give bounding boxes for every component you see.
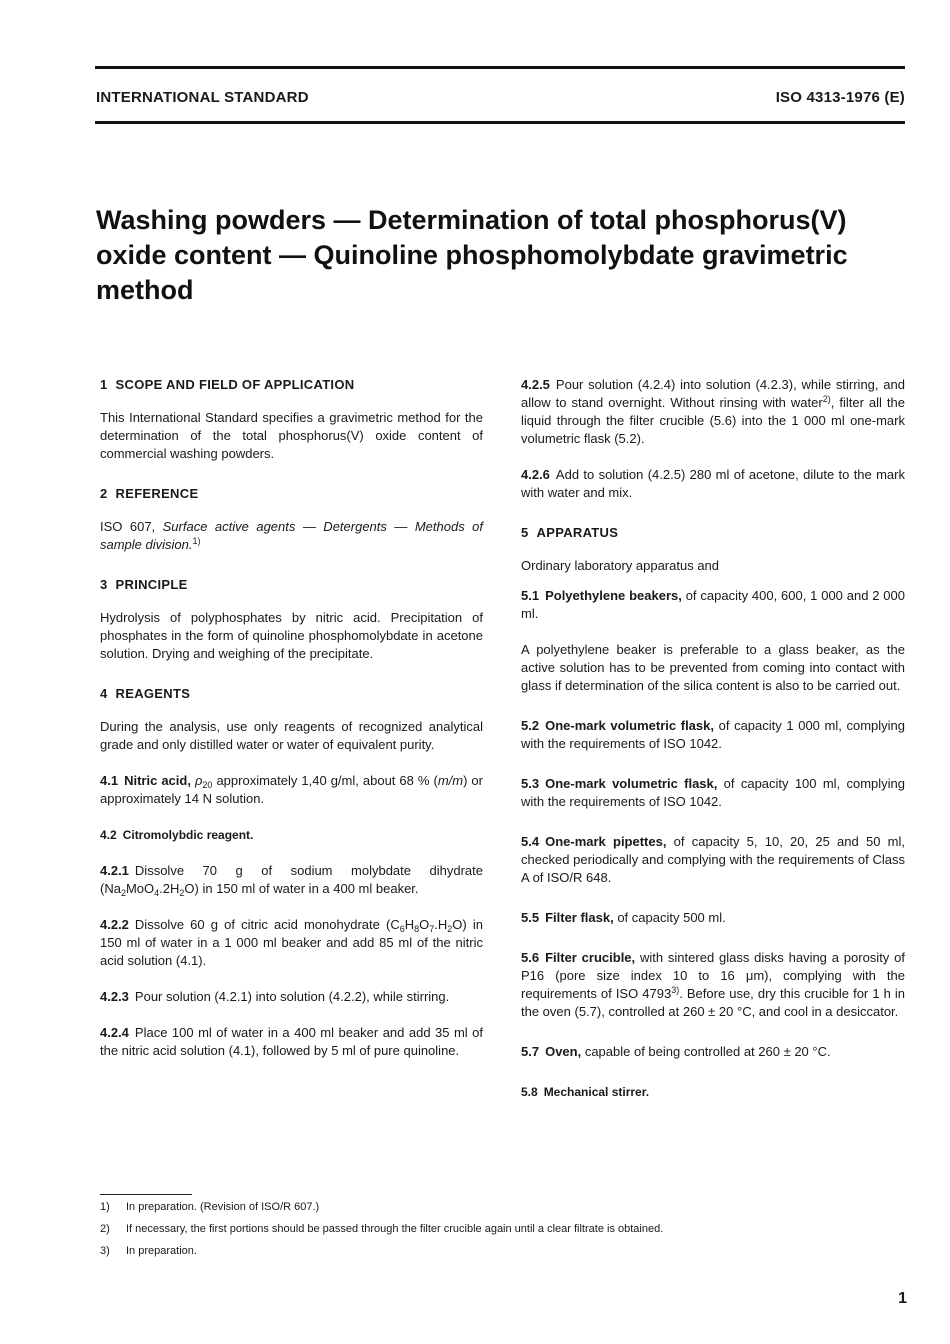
apparatus-5-1-note: A polyethylene beaker is preferable to a glass beaker, as the active solution has to be prevented from coming into contact with glass if determination of the silica content is also to be carried out. (521, 642, 905, 693)
section-2-heading: 2 REFERENCE (100, 486, 199, 501)
section-4-heading: 4 REAGENTS (100, 686, 191, 701)
footnote: 2) If necessary, the first portions should be passed through the filter crucible again until a clear filtrate is obtained. (100, 1223, 664, 1235)
apparatus-5-6: 5.6 Filter crucible, with sintered glass disks having a porosity of P16 (pore size index 10 to 16 μm), complying with the requirements of ISO 4793$^{3)}$. Before use, dry this crucible for 1 h in the oven (5.7), controlled at 260 ± 20 °C, and cool in a desiccator. (521, 950, 906, 1019)
section-3-text: Hydrolysis of polyphosphates by nitric acid. Precipitation of phosphates in the form of quinoline phosphomolybdate in acetone solution. Drying and weighing of the precipitate. (100, 610, 483, 661)
footnote-rule (100, 1194, 192, 1195)
document-title: Washing powders — Determination of total phosphorus(V) oxide content — Quinoline phosphomolybdate gravimetric method (96, 205, 848, 305)
section-1-heading: 1 SCOPE AND FIELD OF APPLICATION (100, 377, 355, 392)
reagent-4-1: 4.1 Nitric acid, $\rho_{20}$ approximately 1,40 g/ml, about 68 % (m/m) or approximately 14 N solution. (100, 773, 483, 806)
reagent-4-2: 4.2 Citromolybdic reagent. (100, 828, 254, 842)
apparatus-5-5: 5.5 Filter flask, of capacity 500 ml. (521, 910, 726, 925)
footnotes (100, 1200, 900, 1266)
footnote: 3) In preparation. (100, 1245, 197, 1257)
reagent-4-2-3: 4.2.3 Pour solution (4.2.1) into solution (4.2.2), while stirring. (100, 989, 450, 1004)
section-5-intro: Ordinary laboratory apparatus and (521, 558, 720, 573)
reagent-4-2-5: 4.2.5 Pour solution (4.2.4) into solution (4.2.3), while stirring, and allow to stand overnight. Without rinsing with water$^{2)}$, filter all the liquid through the filter crucible (5.6) into the 1 000 ml one-mark volumetric flask (5.2). (521, 377, 905, 446)
section-5-heading: 5 APPARATUS (521, 525, 619, 540)
header-top-rule (95, 66, 905, 69)
reagent-4-2-6: 4.2.6 Add to solution (4.2.5) 280 ml of acetone, dilute to the mark with water and mix. (521, 467, 905, 500)
footnote: 1) In preparation. (Revision of ISO/R 607.) (100, 1201, 320, 1213)
section-2-text: ISO 607, Surface active agents — Detergents — Methods of sample division.$^{1)}$ (100, 519, 484, 552)
header-bottom-rule (95, 121, 905, 124)
section-4-intro: During the analysis, use only reagents of recognized analytical grade and only distilled water or water of equivalent purity. (100, 719, 483, 752)
apparatus-5-8: 5.8 Mechanical stirrer. (521, 1085, 650, 1099)
reagent-4-2-1: 4.2.1 Dissolve 70 g of sodium molybdate dihydrate $(Na_2MoO_4.2H_2O)$ in 150 ml of water in a 400 ml beaker. (100, 863, 483, 898)
apparatus-5-4: 5.4 One-mark pipettes, of capacity 5, 10, 20, 25 and 50 ml, checked periodically and complying with the requirements of Class A of ISO/R 648. (521, 834, 905, 885)
reagent-4-2-2: 4.2.2 Dissolve 60 g of citric acid monohydrate $(C_6H_8O_7.H_2O)$ in 150 ml of water in a 1 000 ml beaker and add 85 ml of the nitric acid solution (4.1). (100, 917, 483, 968)
page-number: 1 (898, 1290, 907, 1307)
apparatus-5-3: 5.3 One-mark volumetric flask, of capacity 100 ml, complying with the requirements of ISO 1042. (521, 776, 905, 809)
header-document-number: ISO 4313-1976 (E) (775, 89, 905, 106)
header-standard-label: INTERNATIONAL STANDARD (96, 89, 309, 106)
apparatus-5-7: 5.7 Oven, capable of being controlled at 260 ± 20 °C. (521, 1044, 831, 1059)
apparatus-5-1: 5.1 Polyethylene beakers, of capacity 400, 600, 1 000 and 2 000 ml. (521, 588, 906, 621)
apparatus-5-2: 5.2 One-mark volumetric flask, of capacity 1 000 ml, complying with the requirements of ISO 1042. (521, 718, 906, 751)
left-column (100, 376, 483, 1078)
section-1-text: This International Standard specifies a gravimetric method for the determination of the total phosphorus(V) oxide content of commercial washing powders. (100, 410, 483, 461)
section-3-heading: 3 PRINCIPLE (100, 577, 188, 592)
reagent-4-2-4: 4.2.4 Place 100 ml of water in a 400 ml beaker and add 35 ml of the nitric acid solution (4.1), followed by 5 ml of pure quinoline. (100, 1025, 483, 1058)
right-column (521, 376, 905, 1119)
